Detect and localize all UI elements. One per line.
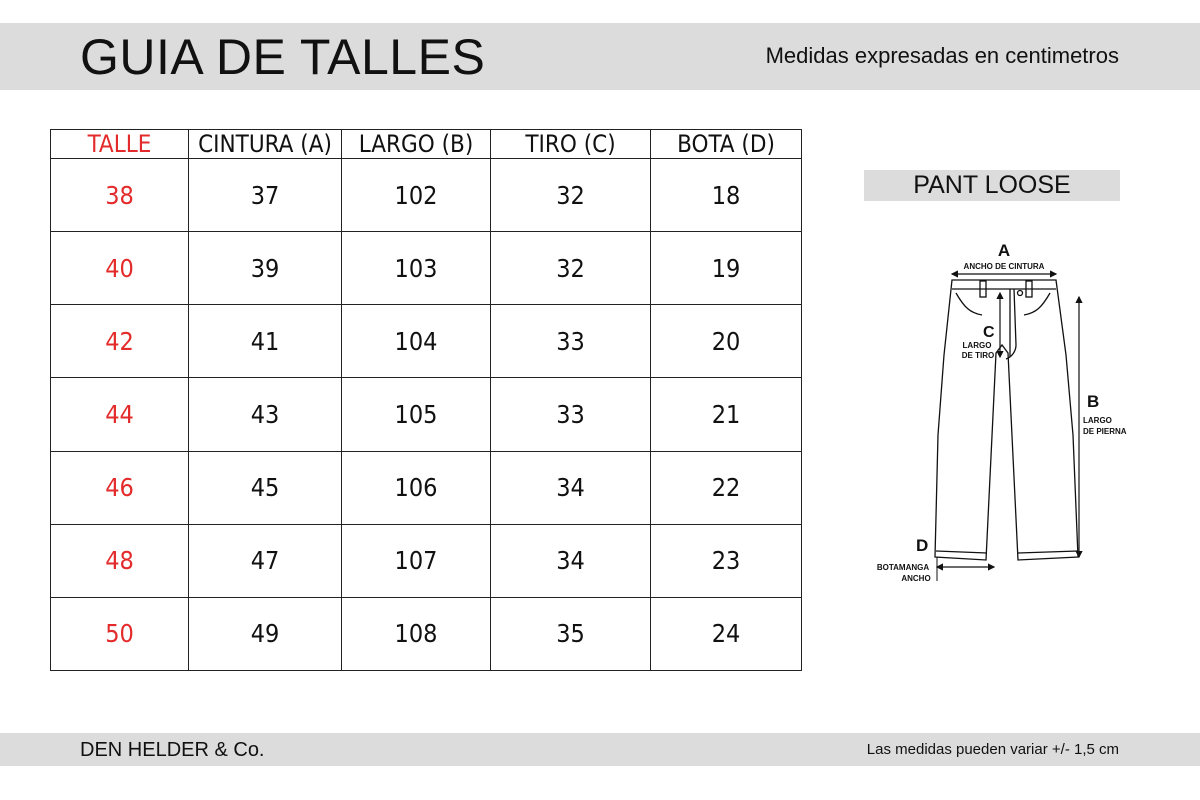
tiro-cell: 35 [491, 597, 651, 670]
tiro-cell: 34 [491, 451, 651, 524]
size-cell: 38 [51, 159, 189, 232]
diagram-label-d-2: ANCHO [901, 574, 931, 583]
table-row [51, 597, 802, 670]
bota-cell: 21 [651, 378, 802, 451]
diagram-label-c-2: DE TIRO [961, 351, 995, 360]
size-cell: 46 [51, 451, 189, 524]
table-row [51, 305, 802, 378]
page-title: GUIA DE TALLES [80, 29, 486, 85]
size-cell: 44 [51, 378, 189, 451]
diagram-letter-b: B [1087, 392, 1100, 411]
largo-cell: 108 [342, 597, 491, 670]
table-row [51, 524, 802, 597]
column-header-tiro: TIRO (C) [491, 130, 651, 159]
diagram-label-b-2: DE PIERNA [1083, 427, 1127, 436]
bota-cell: 19 [651, 232, 802, 305]
largo-cell: 103 [342, 232, 491, 305]
table-header-row [51, 130, 802, 159]
size-cell: 40 [51, 232, 189, 305]
brand-name: DEN HELDER & Co. [80, 739, 265, 761]
diagram-letter-a: A [997, 241, 1011, 260]
tiro-cell: 32 [491, 232, 651, 305]
largo-cell: 105 [342, 378, 491, 451]
footer-note: Las medidas pueden variar +/- 1,5 cm [866, 741, 1119, 758]
diagram-letter-c: C [983, 324, 995, 341]
model-name: PANT LOOSE [913, 171, 1071, 199]
cintura-cell: 37 [189, 159, 342, 232]
column-header-talle: TALLE [51, 130, 189, 159]
size-table [50, 129, 802, 671]
diagram-label-b-1: LARGO [1083, 416, 1112, 425]
bota-cell: 18 [651, 159, 802, 232]
pants-icon [935, 280, 1078, 560]
largo-cell: 102 [342, 159, 491, 232]
diagram-label-a: ANCHO DE CINTURA [963, 262, 1045, 271]
cintura-cell: 43 [189, 378, 342, 451]
tiro-cell: 33 [491, 305, 651, 378]
diagram-label-d-1: BOTAMANGA [876, 563, 930, 572]
bota-cell: 20 [651, 305, 802, 378]
page-subtitle: Medidas expresadas en centimetros [765, 43, 1119, 68]
column-header-bota: BOTA (D) [651, 130, 802, 159]
bota-cell: 23 [651, 524, 802, 597]
pants-diagram [860, 235, 1150, 595]
tiro-cell: 33 [491, 378, 651, 451]
table-row [51, 159, 802, 232]
largo-cell: 106 [342, 451, 491, 524]
column-header-largo: LARGO (B) [342, 130, 491, 159]
tiro-cell: 34 [491, 524, 651, 597]
diagram-letter-d: D [916, 536, 929, 555]
cintura-cell: 39 [189, 232, 342, 305]
table-row [51, 378, 802, 451]
table-row [51, 451, 802, 524]
largo-cell: 107 [342, 524, 491, 597]
size-cell: 50 [51, 597, 189, 670]
cintura-cell: 45 [189, 451, 342, 524]
bota-cell: 24 [651, 597, 802, 670]
cintura-cell: 41 [189, 305, 342, 378]
cintura-cell: 47 [189, 524, 342, 597]
bota-cell: 22 [651, 451, 802, 524]
cintura-cell: 49 [189, 597, 342, 670]
diagram-label-c-1: LARGO [962, 341, 992, 350]
table-row [51, 232, 802, 305]
largo-cell: 104 [342, 305, 491, 378]
tiro-cell: 32 [491, 159, 651, 232]
size-cell: 42 [51, 305, 189, 378]
size-cell: 48 [51, 524, 189, 597]
column-header-cintura: CINTURA (A) [189, 130, 342, 159]
